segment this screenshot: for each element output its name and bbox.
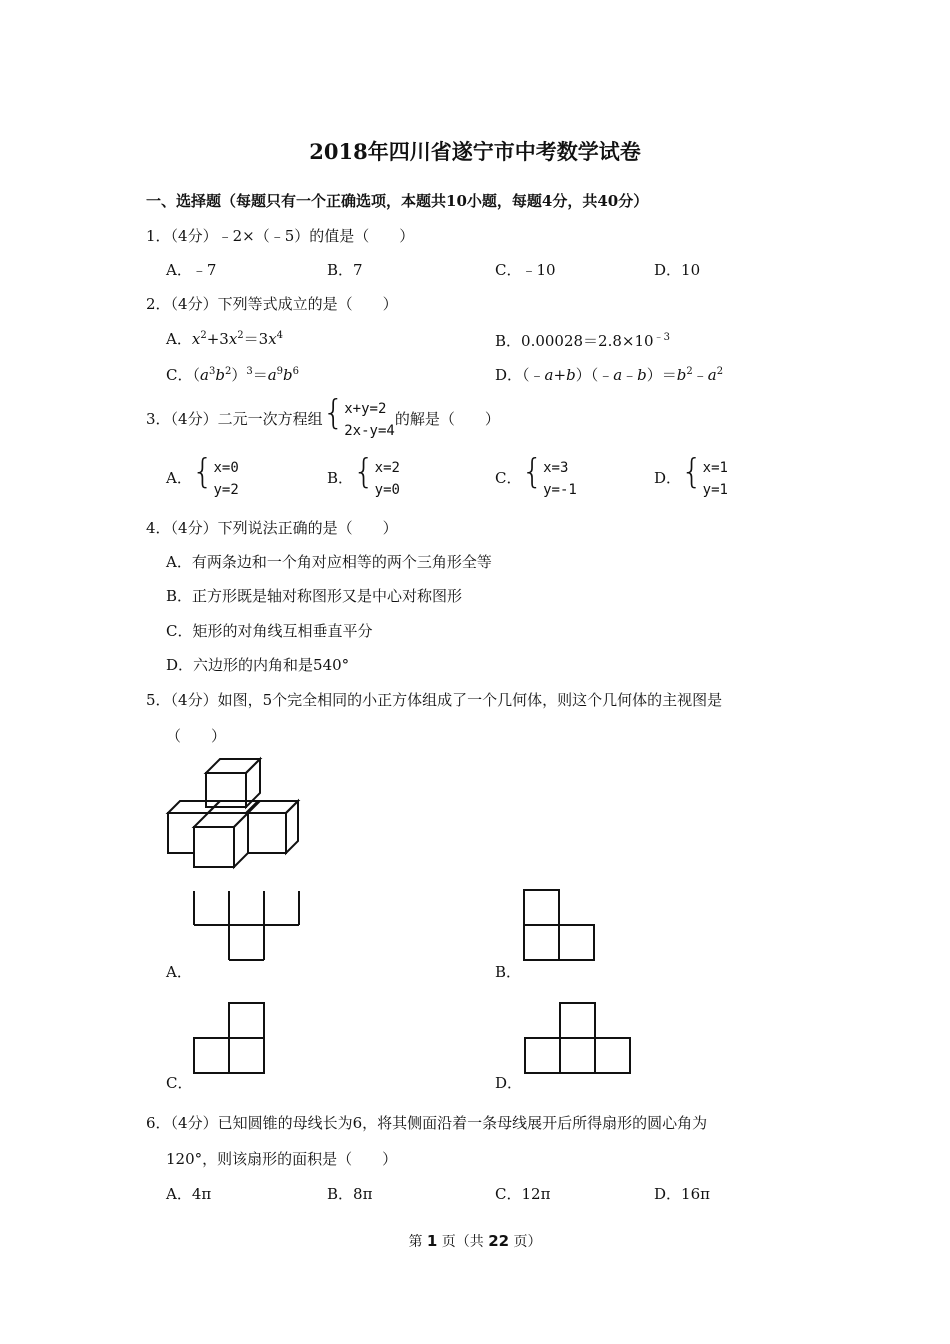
question-5-figure-c	[192, 1001, 268, 1075]
page-title: 2018年四川省遂宁市中考数学试卷	[309, 139, 641, 164]
stem-prefix: 3．（4分）二元一次方程组	[146, 410, 323, 428]
question-6-option-c: C．12π	[495, 1185, 551, 1203]
question-6-stem-cont: 120°，则该扇形的面积是（ ）	[166, 1150, 398, 1168]
question-5-stem-paren: （ ）	[166, 727, 227, 745]
question-6-option-a: A．4π	[166, 1185, 212, 1203]
question-3-stem	[146, 393, 500, 442]
solution	[213, 457, 238, 501]
solution-x: x=3	[543, 460, 569, 476]
question-6-stem: 6．（4分）已知圆锥的母线长为6，将其侧面沿着一条母线展开后所得扇形的圆心角为	[146, 1114, 708, 1132]
question-1-stem: 1．（4分）﹣2×（﹣5）的值是（ ）	[146, 227, 415, 245]
solution	[375, 457, 400, 501]
question-1-option-c: C．﹣10	[495, 261, 556, 279]
solution-y: y=1	[702, 482, 728, 498]
brace: {	[521, 452, 544, 492]
footer-middle: 页（共	[437, 1234, 489, 1250]
question-5-option-a: A．	[166, 963, 192, 981]
option-label: C．	[166, 366, 193, 384]
question-5-option-c: C．	[166, 1074, 193, 1092]
question-4-option-c: C．矩形的对角线互相垂直平分	[166, 622, 373, 640]
solution-x: x=0	[213, 460, 239, 476]
question-3-option-a	[166, 452, 239, 501]
question-5-stem: 5．（4分）如图，5个完全相同的小正方体组成了一个几何体，则这个几何体的主视图是	[146, 691, 723, 709]
option-label: A．	[166, 330, 192, 348]
question-4-option-a: A．有两条边和一个角对应相等的两个三角形全等	[166, 553, 492, 571]
option-label: D．	[495, 366, 523, 384]
brace: {	[322, 393, 345, 433]
solution	[543, 457, 577, 501]
question-5-figure-b	[522, 888, 598, 962]
question-2-stem: 2．（4分）下列等式成立的是（ ）	[146, 295, 398, 313]
solution-x: x=2	[374, 460, 400, 476]
page-number: 1	[426, 1232, 438, 1250]
solution-x: x=1	[702, 460, 728, 476]
question-4-option-b: B．正方形既是轴对称图形又是中心对称图形	[166, 587, 463, 605]
equation-2: 2x-y=4	[344, 423, 395, 439]
question-2-option-b	[495, 328, 670, 351]
question-6-option-b: B．8π	[327, 1185, 373, 1203]
brace: {	[681, 452, 703, 492]
solution-y: y=0	[374, 482, 400, 498]
question-1-option-b: B．7	[327, 261, 363, 279]
option-b-exponent: ﹣3	[653, 332, 670, 343]
question-2-option-a: A．$x^2+3x^2=3x^4$	[166, 330, 284, 348]
question-5-option-d: D．	[495, 1074, 523, 1092]
option-label: B．	[495, 332, 522, 350]
page-footer	[0, 1231, 950, 1251]
question-1-option-d: D．10	[654, 261, 701, 279]
question-3-option-d	[654, 452, 728, 501]
question-5-figure-d	[523, 1001, 633, 1075]
question-4-option-d: D．六边形的内角和是540°	[166, 656, 350, 674]
question-5-figure-a	[192, 890, 302, 962]
option-label: C．	[495, 469, 522, 487]
option-label: D．	[654, 469, 682, 487]
brace: {	[353, 452, 375, 492]
option-label: A．	[166, 469, 192, 487]
question-2-option-d: D．$(﹣a+b)(﹣a﹣b)=b^2﹣a^2$	[495, 366, 724, 384]
total-pages: 22	[488, 1232, 510, 1250]
equation-system	[344, 398, 395, 442]
equation-1: x+y=2	[344, 401, 387, 417]
stem-suffix: 的解是（ ）	[394, 410, 500, 428]
footer-prefix: 第	[408, 1234, 427, 1250]
option-label: B．	[327, 469, 354, 487]
question-1-option-a: A．﹣7	[166, 261, 217, 279]
question-3-option-b	[327, 452, 400, 501]
question-3-option-c	[495, 452, 577, 501]
solution	[703, 457, 728, 501]
question-4-stem: 4．（4分）下列说法正确的是（ ）	[146, 519, 398, 537]
solution-y: y=-1	[543, 482, 577, 498]
option-b-text: 0.00028＝2.8×10	[521, 332, 654, 350]
question-5-option-b: B．	[495, 963, 522, 981]
solution-y: y=2	[213, 482, 239, 498]
section-heading: 一、选择题（每题只有一个正确选项，本题共10小题，每题4分，共40分）	[146, 192, 649, 210]
question-6-option-d: D．16π	[654, 1185, 710, 1203]
question-2-option-c: C．$(a^3b^2)^3=a^9b^6$	[166, 366, 300, 384]
cubes-figure	[164, 755, 304, 870]
brace: {	[191, 452, 214, 492]
footer-suffix: 页）	[509, 1234, 542, 1250]
